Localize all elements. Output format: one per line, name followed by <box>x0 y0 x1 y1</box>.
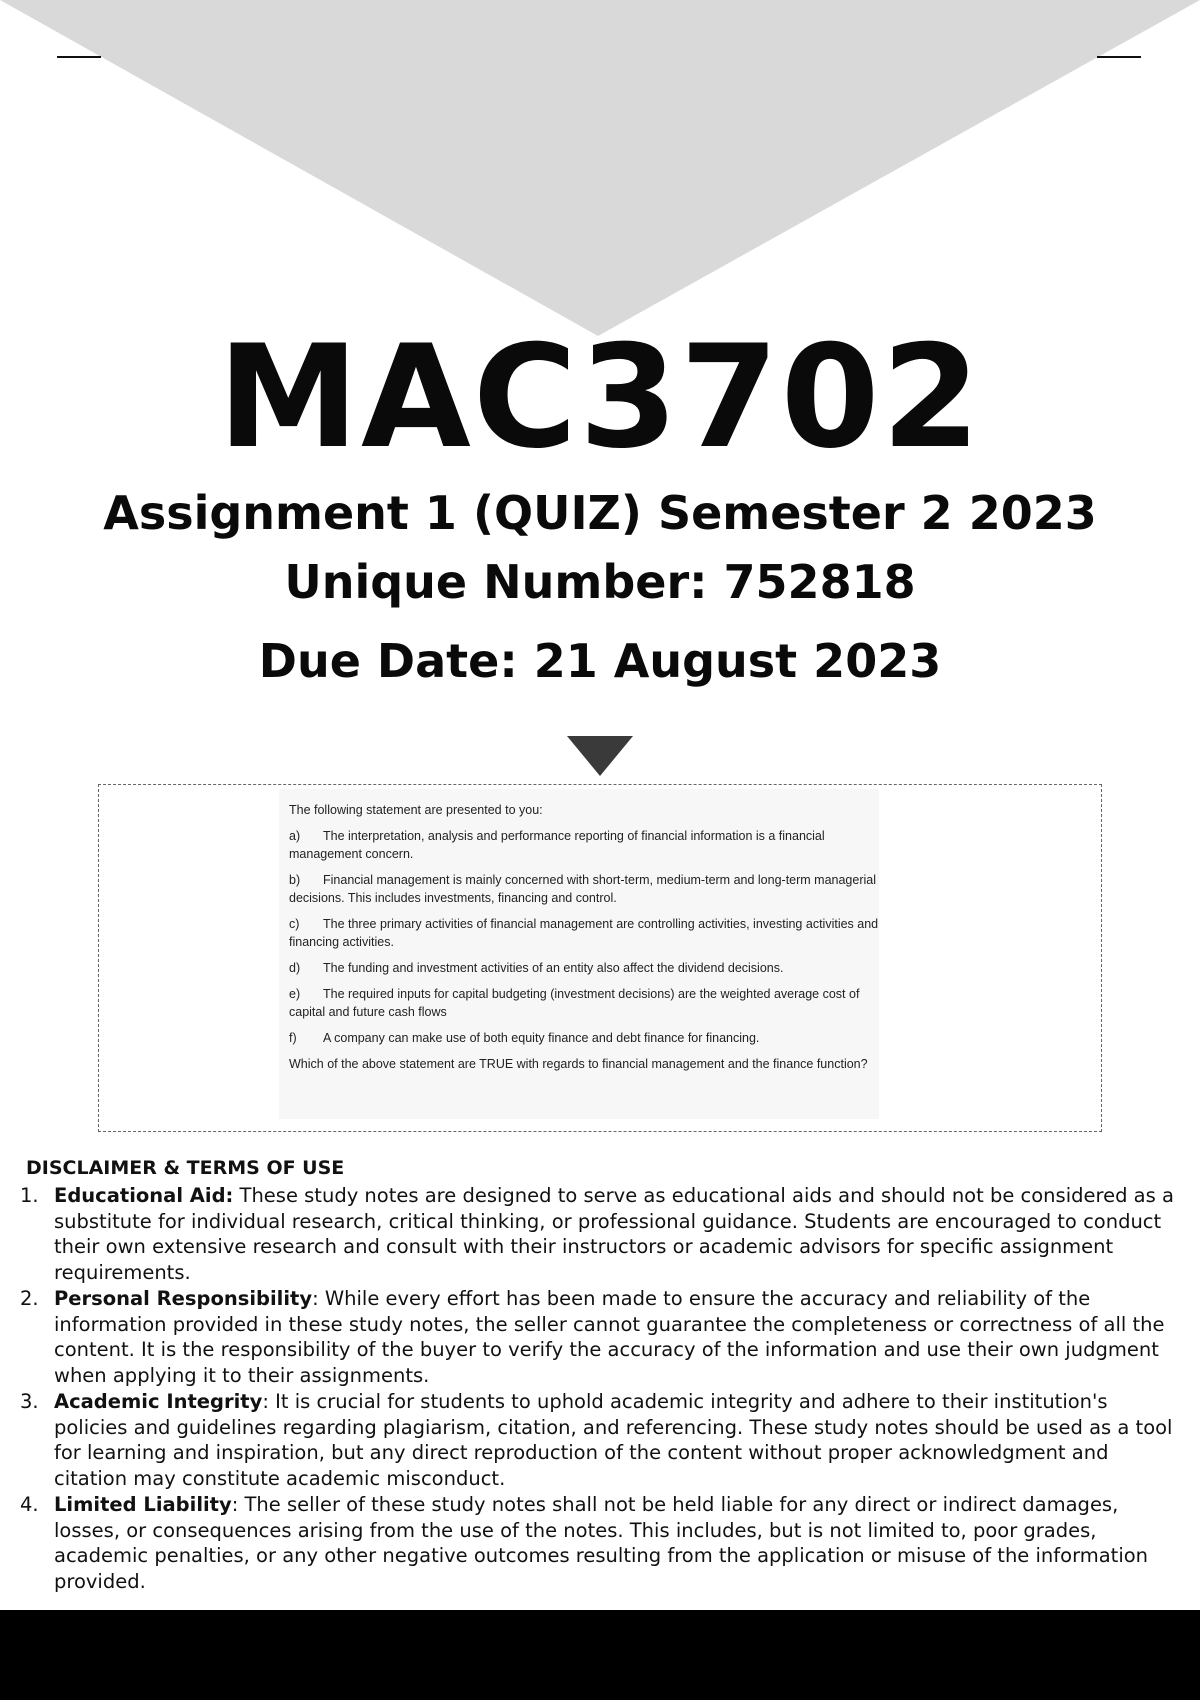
question-item-letter: d) <box>289 961 301 975</box>
terms-item-text: : The seller of these study notes shall not be held liable for any direct or indirect damages, losses, or consequences arising from the use of the notes. This includes, but is not limited to, poor grades, academic penalties, or any other negative outcomes resulting from the application or misuse of the information provided. <box>54 1493 1149 1593</box>
question-item-letter: e) <box>289 987 301 1001</box>
terms-item-text: These study notes are designed to serve as educational aids and should not be considered as a substitute for individual research, critical thinking, or professional guidance. Students are encouraged to conduct their own extensive research and consult with their instructors or academic advisors for specific assignment requirements. <box>54 1184 1174 1284</box>
assignment-title: Assignment 1 (QUIZ) Semester 2 2023 <box>103 486 1097 540</box>
unique-number: Unique Number: 752818 <box>284 555 916 609</box>
question-item-text: The funding and investment activities of an entity also affect the dividend decisions. <box>323 961 784 975</box>
question-item-text: Financial management is mainly concerned with short-term, medium-term and long-term managerial decisions. This includes investments, financing and control. <box>289 873 877 905</box>
question-item <box>289 915 879 951</box>
terms-item-number: 3. <box>20 1390 39 1413</box>
terms-item-number: 4. <box>20 1493 39 1516</box>
question-item-letter: f) <box>289 1031 297 1045</box>
due-date: Due Date: 21 August 2023 <box>258 634 942 688</box>
question-item-text: A company can make use of both equity finance and debt finance for financing. <box>323 1031 760 1045</box>
terms-item-number: 1. <box>20 1184 39 1207</box>
footer-bar <box>0 1610 1200 1700</box>
question-intro: The following statement are presented to you: <box>289 803 543 817</box>
terms-item-limited-liability <box>14 1492 1184 1594</box>
right-corner-line <box>1097 56 1141 58</box>
terms-item-text: : While every effort has been made to ensure the accuracy and reliability of the information provided in these study notes, the seller cannot guarantee the completeness or correctness of all the content. It is the responsibility of the buyer to verify the accuracy of the information and use their own judgment when applying it to their assignments. <box>54 1287 1165 1387</box>
question-item-letter: a) <box>289 829 301 843</box>
question-item-text: The interpretation, analysis and performance reporting of financial information is a financial management concern. <box>289 829 825 861</box>
terms-item-title: Academic Integrity <box>54 1390 263 1413</box>
question-scan-image <box>279 789 879 1119</box>
question-closing: Which of the above statement are TRUE with regards to financial management and the finance function? <box>289 1057 868 1071</box>
question-item-letter: c) <box>289 917 300 931</box>
terms-item-number: 2. <box>20 1287 39 1310</box>
question-item <box>289 871 879 907</box>
terms-item-title: Limited Liability <box>54 1493 232 1516</box>
question-item <box>289 959 879 977</box>
terms-list <box>14 1183 1184 1595</box>
question-item <box>289 827 879 863</box>
terms-item-educational-aid <box>14 1183 1184 1285</box>
question-item-text: The required inputs for capital budgeting (investment decisions) are the weighted average cost of capital and future cash flows <box>289 987 860 1019</box>
terms-item-title: Personal Responsibility <box>54 1287 313 1310</box>
course-code-title: MAC3702 <box>217 315 983 480</box>
decorative-chevron-banner <box>0 0 1200 340</box>
question-item <box>289 985 879 1021</box>
question-item <box>289 1029 879 1047</box>
terms-item-text: : It is crucial for students to uphold academic integrity and adhere to their institution's policies and guidelines regarding plagiarism, citation, and referencing. These study notes should be used as a tool for learning and inspiration, but any direct reproduction of the content without proper acknowledgment and citation may constitute academic misconduct. <box>54 1390 1173 1490</box>
left-corner-line <box>57 56 101 58</box>
question-preview-box <box>98 784 1102 1132</box>
terms-item-academic-integrity <box>14 1389 1184 1491</box>
question-item-letter: b) <box>289 873 301 887</box>
terms-item-title: Educational Aid: <box>54 1184 234 1207</box>
disclaimer-heading: DISCLAIMER & TERMS OF USE <box>26 1157 345 1179</box>
terms-item-personal-responsibility <box>14 1286 1184 1388</box>
down-arrow-icon <box>567 736 633 776</box>
question-item-text: The three primary activities of financial management are controlling activities, investing activities and financing activities. <box>289 917 879 949</box>
